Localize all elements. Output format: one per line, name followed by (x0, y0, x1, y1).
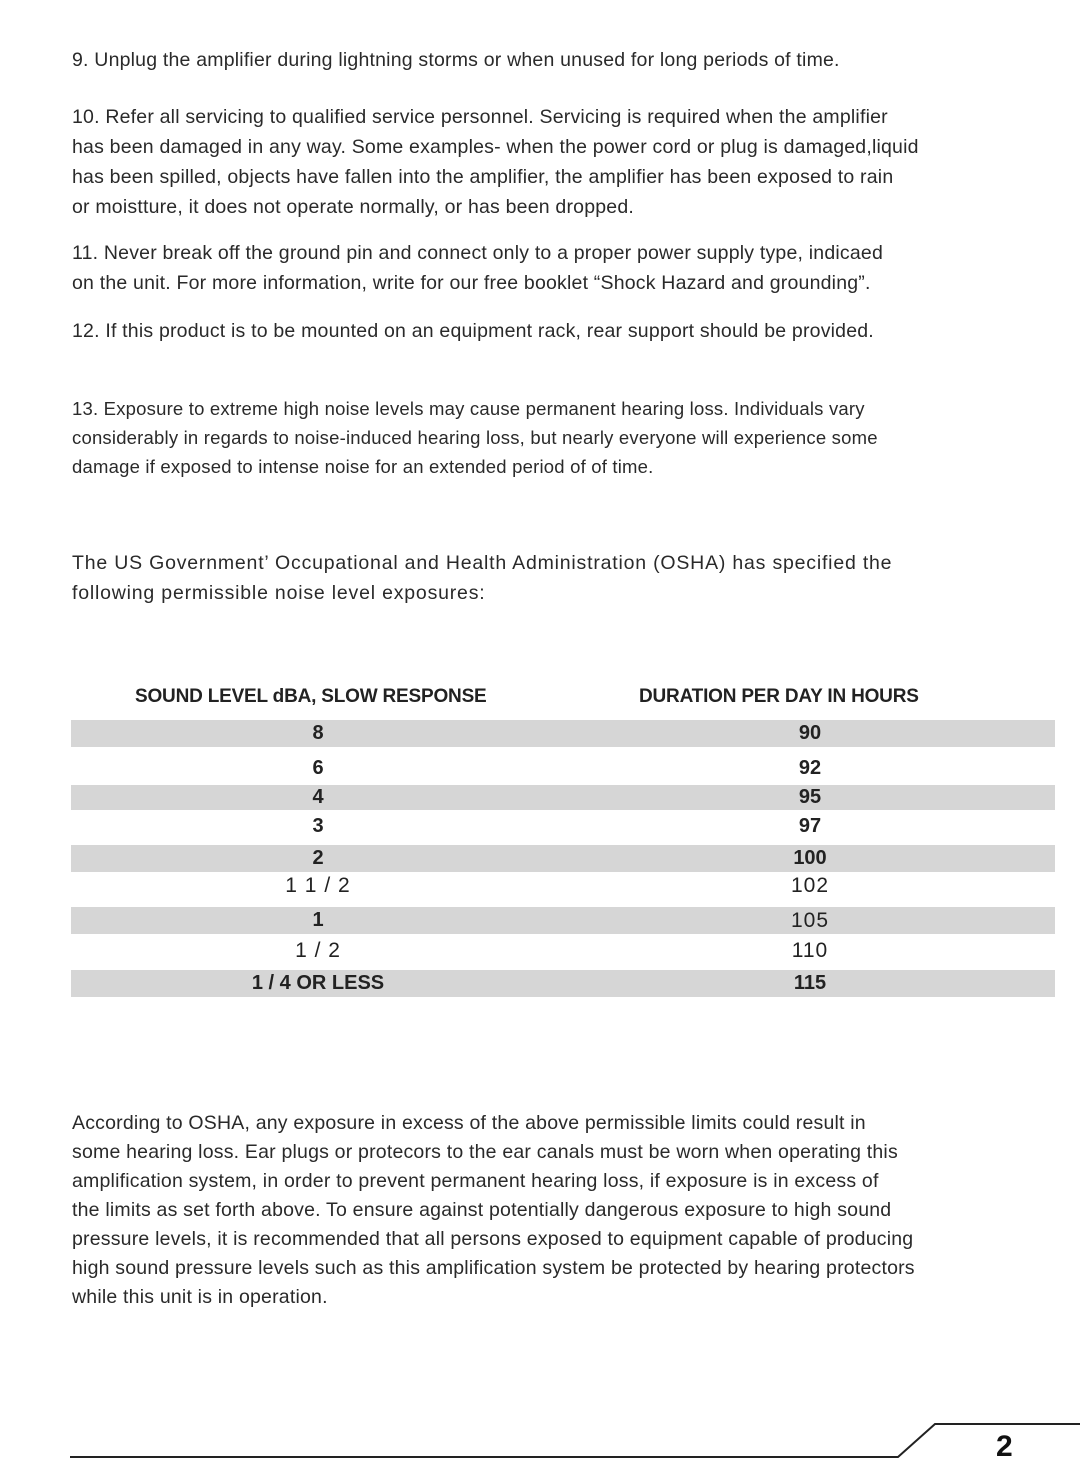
table-cell-sound-level: 3 (312, 815, 324, 837)
table-cell-duration: 102 (790, 874, 830, 897)
instruction-11: 11. Never break off the ground pin and connect only to a proper power supply type, indicaed on the unit. For more information, write for our free booklet “Shock Hazard and grounding”. (72, 242, 883, 294)
table-header-duration: DURATION PER DAY IN HOURS (639, 686, 919, 707)
osha-intro-paragraph: The US Government’ Occupational and Health Administration (OSHA) has specified the following permissible noise level exposures: (72, 552, 893, 604)
table-cell-duration: 92 (798, 757, 822, 779)
table-cell-duration: 95 (798, 786, 822, 808)
table-cell-sound-level: 2 (312, 847, 324, 869)
table-cell-duration: 97 (798, 815, 822, 837)
table-cell-sound-level: 1 (312, 909, 324, 931)
instruction-10: 10. Refer all servicing to qualified service personnel. Servicing is required when the amplifier has been damaged in any way. Some examples- when the power cord or plug is damaged,liquid has been spilled, objects have fallen into the amplifier, the amplifier has been exposed to rain or moistture, it does not operate normally, or has been dropped. (72, 106, 919, 218)
table-cell-duration: 105 (790, 908, 830, 932)
table-cell-sound-level: 1 / 4 OR LESS (251, 972, 385, 994)
instruction-9: 9. Unplug the amplifier during lightning storms or when unused for long periods of time. (72, 49, 840, 71)
table-cell-sound-level: 1 / 2 (295, 939, 341, 962)
osha-warning-paragraph: According to OSHA, any exposure in excess of the above permissible limits could result in some hearing loss. Ear plugs or protecors to the ear canals must be worn when operating this amplification system, in order to prevent permanent hearing loss, if exposure is in excess of the limits as set forth above. To ensure against potentially dangerous exposure to high sound pressure levels, it is recommended that all persons exposed to equipment capable of producing high sound pressure levels such as this amplification system be protected by hearing protectors while this unit is in operation. (72, 1112, 915, 1308)
table-cell-duration: 90 (798, 722, 822, 744)
table-cell-duration: 100 (793, 847, 827, 869)
table-cell-sound-level: 4 (312, 786, 324, 808)
table-header-sound-level: SOUND LEVEL dBA, SLOW RESPONSE (135, 686, 487, 707)
table-cell-sound-level: 8 (312, 722, 324, 744)
table-cell-sound-level: 6 (312, 757, 324, 779)
table-cell-duration: 115 (793, 972, 827, 994)
instruction-13: 13. Exposure to extreme high noise levels may cause permanent hearing loss. Individuals vary considerably in regards to noise-induced hearing loss, but nearly everyone will experience some damage if exposed to intense noise for an extended period of of time. (72, 398, 878, 477)
instruction-12: 12. If this product is to be mounted on an equipment rack, rear support should be provided. (72, 320, 874, 342)
page-number: 2 (996, 1430, 1013, 1463)
table-cell-sound-level: 1 1 / 2 (285, 874, 351, 897)
table-cell-duration: 110 (791, 939, 829, 962)
